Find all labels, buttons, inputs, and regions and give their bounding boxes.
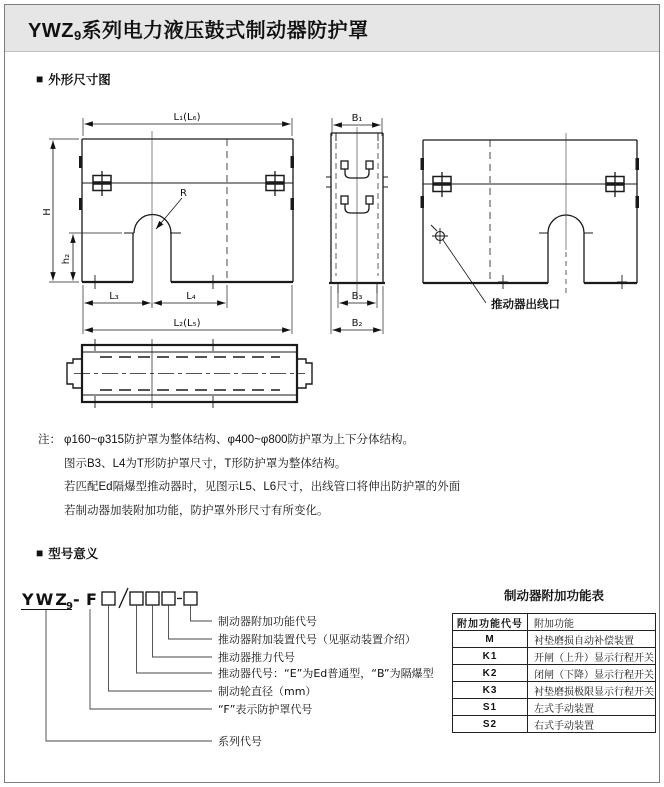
rear-view (421, 133, 640, 303)
model-callout: 系列代号 (218, 735, 262, 748)
table-row (453, 699, 656, 716)
model-callout: “F”表示防护罩代号 (218, 703, 313, 716)
cell-code: S2 (453, 716, 528, 733)
dim-label-b2: B₂ (351, 318, 363, 329)
side-view (326, 127, 388, 300)
function-table-title: 制动器附加功能表 (503, 589, 604, 603)
latch-icon (266, 171, 284, 196)
cell-func: 开闸（上升）显示行程开关 (528, 648, 656, 665)
function-table-block (452, 586, 656, 733)
dimension-lines (49, 118, 383, 334)
title-subscript: 9 (73, 27, 82, 43)
cell-func: 左式手动装置 (528, 699, 656, 716)
function-table (452, 613, 656, 733)
table-header-row (453, 614, 656, 631)
front-view (79, 131, 294, 307)
cell-code: K1 (453, 648, 528, 665)
latch-icon (433, 172, 451, 197)
note-line: 若制动器加装附加功能，防护罩外形尺寸有所变化。 (64, 504, 329, 517)
top-view (67, 339, 312, 408)
model-series-sub: 9 (66, 601, 73, 612)
cable-outlet-icon (431, 225, 448, 244)
model-series: YWZ (22, 590, 69, 609)
table-row (453, 716, 656, 733)
latch-icon (93, 171, 111, 196)
cell-code: K3 (453, 682, 528, 699)
cell-code: K2 (453, 665, 528, 682)
dim-label-b1: B₁ (351, 113, 363, 124)
note-line: 图示B3、L4为T形防护罩尺寸，T形防护罩为整体结构。 (64, 457, 347, 470)
dim-label-l1: L₁(L₆) (173, 112, 201, 123)
col-header-func: 附加功能 (528, 614, 656, 631)
table-row (453, 648, 656, 665)
dim-label-h2: h₂ (61, 253, 72, 265)
model-boxes (102, 588, 197, 608)
model-callout: 制动轮直径（mm） (218, 685, 317, 698)
model-code-diagram (16, 583, 476, 778)
table-row (453, 665, 656, 682)
model-dash: - (73, 590, 82, 609)
model-f: F (86, 590, 99, 609)
note-line: 若匹配Ed隔爆型推动器时，见图示L5、L6尺寸，出线管口将伸出防护罩的外面 (64, 481, 461, 493)
notes-block (38, 429, 478, 523)
cell-code: M (453, 631, 528, 648)
model-callout: 推动器代号：“E”为Ed普通型，“B”为隔爆型 (218, 667, 434, 680)
page-title: $YWZ_9$系列电力液压鼓式制动器防护罩 (28, 19, 369, 43)
note-label: 注： (38, 434, 61, 446)
section-heading-model (36, 544, 98, 562)
square-bullet-icon: ■ (36, 546, 44, 560)
model-callout: 推动器推力代号 (218, 651, 295, 664)
square-bullet-icon: ■ (36, 72, 44, 86)
dim-label-b3: B₃ (351, 291, 363, 302)
table-row (453, 631, 656, 648)
note-line: φ160~φ315防护罩为整体结构、φ400~φ800防护罩为上下分体结构。 (64, 434, 415, 446)
table-row (453, 682, 656, 699)
callout-lines (46, 605, 212, 741)
model-callout: 推动器附加装置代号（见驱动装置介绍） (218, 633, 416, 646)
cell-func: 衬垫磨损自动补偿装置 (528, 631, 656, 648)
dim-label-l3: L₃ (109, 291, 119, 302)
dim-label-r: R (180, 188, 187, 199)
dim-label-l2: L₂(L₅) (173, 318, 201, 329)
col-header-code: 附加功能代号 (453, 614, 528, 631)
dimension-arrows (53, 124, 382, 330)
dim-label-l4: L₄ (186, 291, 196, 302)
section-heading-label: 型号意义 (48, 547, 99, 561)
outlet-label: 推动器出线口 (491, 297, 560, 311)
cell-code: S1 (453, 699, 528, 716)
cell-func: 右式手动装置 (528, 716, 656, 733)
cell-func: 衬垫磨损极限显示行程开关 (528, 682, 656, 699)
section-heading-label: 外形尺寸图 (48, 73, 111, 87)
cell-func: 闭闸（下降）显示行程开关 (528, 665, 656, 682)
model-callout: 制动器附加功能代号 (218, 615, 317, 628)
dim-label-h: H (42, 208, 53, 216)
latch-icon (606, 172, 624, 197)
